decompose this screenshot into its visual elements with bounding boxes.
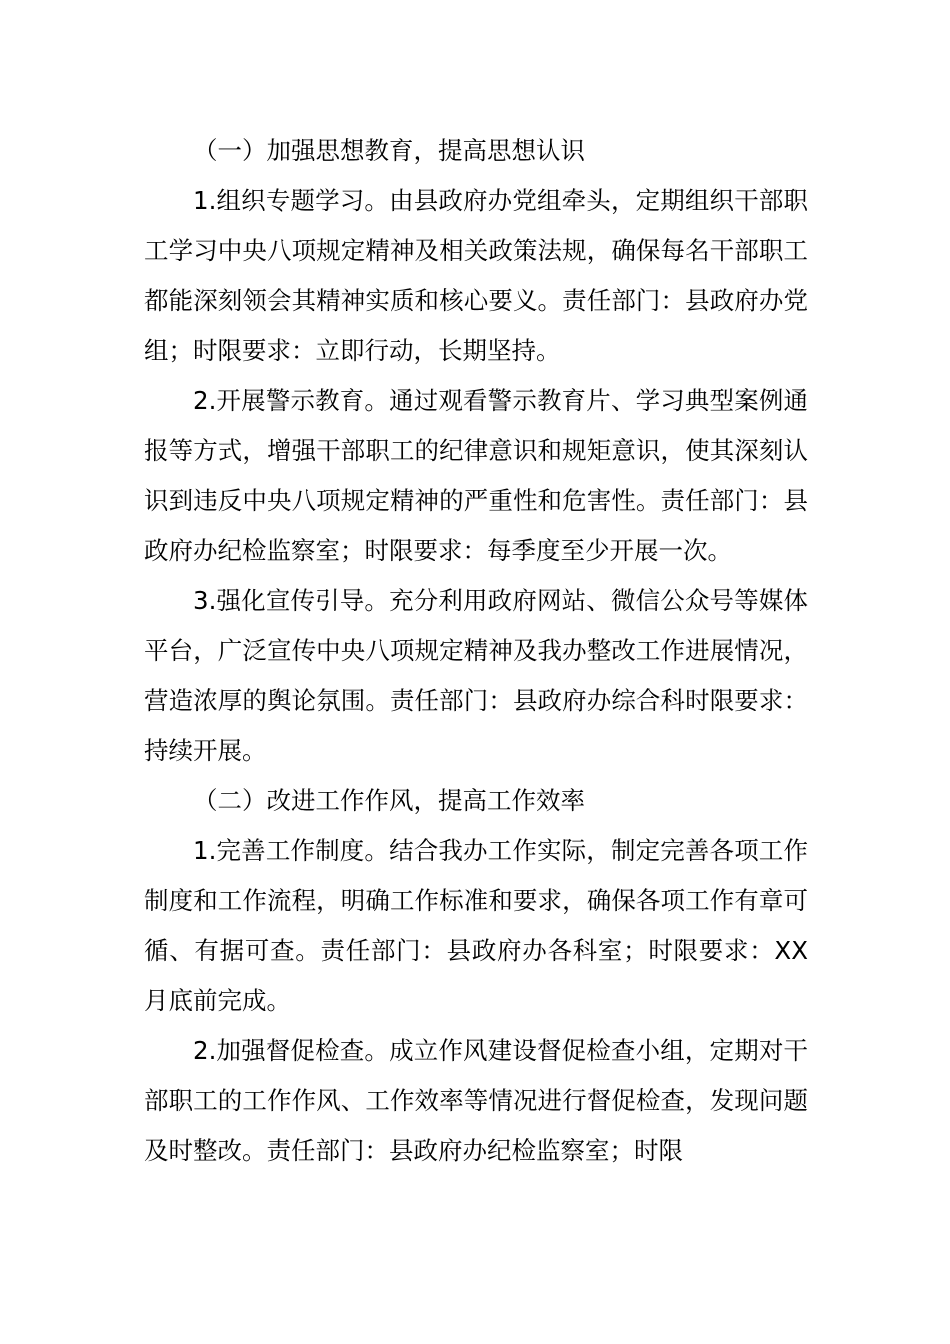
paragraph-2-2: 2.加强督促检查。成立作风建设督促检查小组，定期对干部职工的工作作风、工作效率等情况进行督促检查，发现问题及时整改。责任部门：县政府办纪检监察室；时限 [144, 1036, 808, 1165]
document-body [144, 126, 808, 1176]
section-heading-1: （一）加强思想教育，提高思想认识 [193, 136, 585, 165]
paragraph-2-1: 1.完善工作制度。结合我办工作实际，制定完善各项工作制度和工作流程，明确工作标准和要求，确保各项工作有章可循、有据可查。责任部门：县政府办各科室；时限要求：XX 月底前完成。 [144, 836, 808, 1015]
paragraph-1-1: 1.组织专题学习。由县政府办党组牵头，定期组织干部职工学习中央八项规定精神及相关政策法规，确保每名干部职工都能深刻领会其精神实质和核心要义。责任部门：县政府办党组；时限要求：立即行动，长期坚持。 [144, 186, 808, 365]
section-heading-2: （二）改进工作作风，提高工作效率 [193, 786, 585, 815]
paragraph-1-2: 2.开展警示教育。通过观看警示教育片、学习典型案例通报等方式，增强干部职工的纪律意识和规矩意识，使其深刻认识到违反中央八项规定精神的严重性和危害性。责任部门：县政府办纪检监察室；时限要求：每季度至少开展一次。 [144, 386, 808, 565]
paragraph-1-3: 3.强化宣传引导。充分利用政府网站、微信公众号等媒体平台，广泛宣传中央八项规定精神及我办整改工作进展情况，营造浓厚的舆论氛围。责任部门：县政府办综合科时限要求：持续开展。 [144, 586, 808, 765]
